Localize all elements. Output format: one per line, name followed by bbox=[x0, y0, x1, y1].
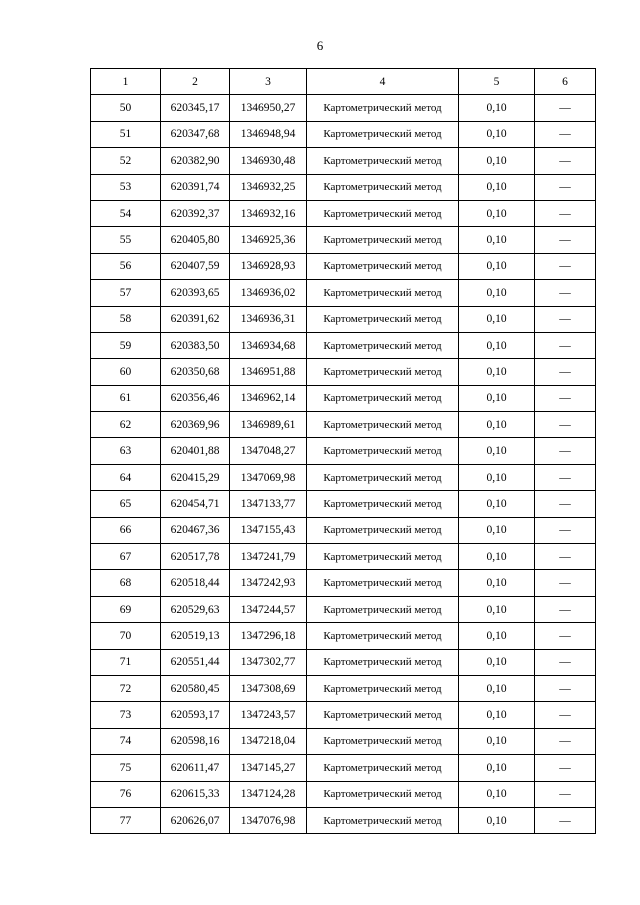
header-cell-1: 1 bbox=[91, 69, 161, 95]
method-cell: Картометрический метод bbox=[307, 623, 459, 649]
method-cell: Картометрический метод bbox=[307, 332, 459, 358]
header-cell-5: 5 bbox=[459, 69, 535, 95]
point-number-cell: 66 bbox=[91, 517, 161, 543]
method-cell: Картометрический метод bbox=[307, 464, 459, 490]
point-number-cell: 59 bbox=[91, 332, 161, 358]
table-header bbox=[91, 69, 596, 95]
point-number-cell: 72 bbox=[91, 675, 161, 701]
table-row bbox=[91, 649, 596, 675]
x-coordinate-cell: 620391,62 bbox=[161, 306, 230, 332]
x-coordinate-cell: 620598,16 bbox=[161, 728, 230, 754]
coordinates-table bbox=[90, 68, 596, 834]
x-coordinate-cell: 620345,17 bbox=[161, 95, 230, 121]
accuracy-cell: 0,10 bbox=[459, 280, 535, 306]
accuracy-cell: 0,10 bbox=[459, 702, 535, 728]
accuracy-cell: 0,10 bbox=[459, 517, 535, 543]
method-cell: Картометрический метод bbox=[307, 491, 459, 517]
table-row bbox=[91, 807, 596, 833]
y-coordinate-cell: 1347302,77 bbox=[230, 649, 307, 675]
point-number-cell: 70 bbox=[91, 623, 161, 649]
table-row bbox=[91, 491, 596, 517]
note-cell: — bbox=[535, 385, 596, 411]
method-cell: Картометрический метод bbox=[307, 121, 459, 147]
note-cell: — bbox=[535, 491, 596, 517]
x-coordinate-cell: 620519,13 bbox=[161, 623, 230, 649]
x-coordinate-cell: 620517,78 bbox=[161, 544, 230, 570]
x-coordinate-cell: 620356,46 bbox=[161, 385, 230, 411]
y-coordinate-cell: 1346925,36 bbox=[230, 227, 307, 253]
method-cell: Картометрический метод bbox=[307, 807, 459, 833]
y-coordinate-cell: 1347155,43 bbox=[230, 517, 307, 543]
x-coordinate-cell: 620391,74 bbox=[161, 174, 230, 200]
accuracy-cell: 0,10 bbox=[459, 253, 535, 279]
table-row bbox=[91, 121, 596, 147]
table-row bbox=[91, 359, 596, 385]
point-number-cell: 60 bbox=[91, 359, 161, 385]
point-number-cell: 71 bbox=[91, 649, 161, 675]
accuracy-cell: 0,10 bbox=[459, 649, 535, 675]
accuracy-cell: 0,10 bbox=[459, 385, 535, 411]
header-cell-3: 3 bbox=[230, 69, 307, 95]
header-cell-4: 4 bbox=[307, 69, 459, 95]
note-cell: — bbox=[535, 412, 596, 438]
table-row bbox=[91, 728, 596, 754]
point-number-cell: 75 bbox=[91, 755, 161, 781]
point-number-cell: 62 bbox=[91, 412, 161, 438]
note-cell: — bbox=[535, 517, 596, 543]
y-coordinate-cell: 1346936,02 bbox=[230, 280, 307, 306]
table-row bbox=[91, 253, 596, 279]
point-number-cell: 58 bbox=[91, 306, 161, 332]
method-cell: Картометрический метод bbox=[307, 675, 459, 701]
table-row bbox=[91, 675, 596, 701]
note-cell: — bbox=[535, 623, 596, 649]
y-coordinate-cell: 1346950,27 bbox=[230, 95, 307, 121]
method-cell: Картометрический метод bbox=[307, 200, 459, 226]
method-cell: Картометрический метод bbox=[307, 544, 459, 570]
method-cell: Картометрический метод bbox=[307, 570, 459, 596]
point-number-cell: 73 bbox=[91, 702, 161, 728]
note-cell: — bbox=[535, 649, 596, 675]
note-cell: — bbox=[535, 702, 596, 728]
table-row bbox=[91, 95, 596, 121]
x-coordinate-cell: 620415,29 bbox=[161, 464, 230, 490]
point-number-cell: 53 bbox=[91, 174, 161, 200]
y-coordinate-cell: 1347124,28 bbox=[230, 781, 307, 807]
method-cell: Картометрический метод bbox=[307, 148, 459, 174]
accuracy-cell: 0,10 bbox=[459, 728, 535, 754]
point-number-cell: 69 bbox=[91, 596, 161, 622]
point-number-cell: 68 bbox=[91, 570, 161, 596]
y-coordinate-cell: 1346934,68 bbox=[230, 332, 307, 358]
accuracy-cell: 0,10 bbox=[459, 464, 535, 490]
y-coordinate-cell: 1346936,31 bbox=[230, 306, 307, 332]
y-coordinate-cell: 1347308,69 bbox=[230, 675, 307, 701]
y-coordinate-cell: 1347242,93 bbox=[230, 570, 307, 596]
point-number-cell: 65 bbox=[91, 491, 161, 517]
note-cell: — bbox=[535, 675, 596, 701]
x-coordinate-cell: 620382,90 bbox=[161, 148, 230, 174]
y-coordinate-cell: 1347048,27 bbox=[230, 438, 307, 464]
note-cell: — bbox=[535, 781, 596, 807]
x-coordinate-cell: 620405,80 bbox=[161, 227, 230, 253]
note-cell: — bbox=[535, 438, 596, 464]
accuracy-cell: 0,10 bbox=[459, 570, 535, 596]
x-coordinate-cell: 620392,37 bbox=[161, 200, 230, 226]
method-cell: Картометрический метод bbox=[307, 649, 459, 675]
note-cell: — bbox=[535, 755, 596, 781]
method-cell: Картометрический метод bbox=[307, 253, 459, 279]
point-number-cell: 67 bbox=[91, 544, 161, 570]
y-coordinate-cell: 1346930,48 bbox=[230, 148, 307, 174]
table-row bbox=[91, 570, 596, 596]
table-row bbox=[91, 148, 596, 174]
table-row bbox=[91, 781, 596, 807]
y-coordinate-cell: 1347076,98 bbox=[230, 807, 307, 833]
accuracy-cell: 0,10 bbox=[459, 121, 535, 147]
table-body bbox=[91, 95, 596, 834]
accuracy-cell: 0,10 bbox=[459, 306, 535, 332]
table-row bbox=[91, 306, 596, 332]
x-coordinate-cell: 620626,07 bbox=[161, 807, 230, 833]
point-number-cell: 76 bbox=[91, 781, 161, 807]
note-cell: — bbox=[535, 728, 596, 754]
accuracy-cell: 0,10 bbox=[459, 95, 535, 121]
table-row bbox=[91, 438, 596, 464]
table-row bbox=[91, 517, 596, 543]
table-row bbox=[91, 596, 596, 622]
y-coordinate-cell: 1346951,88 bbox=[230, 359, 307, 385]
x-coordinate-cell: 620347,68 bbox=[161, 121, 230, 147]
y-coordinate-cell: 1346948,94 bbox=[230, 121, 307, 147]
table-row bbox=[91, 227, 596, 253]
x-coordinate-cell: 620350,68 bbox=[161, 359, 230, 385]
y-coordinate-cell: 1347243,57 bbox=[230, 702, 307, 728]
y-coordinate-cell: 1346932,25 bbox=[230, 174, 307, 200]
x-coordinate-cell: 620611,47 bbox=[161, 755, 230, 781]
note-cell: — bbox=[535, 306, 596, 332]
method-cell: Картометрический метод bbox=[307, 227, 459, 253]
accuracy-cell: 0,10 bbox=[459, 596, 535, 622]
note-cell: — bbox=[535, 280, 596, 306]
y-coordinate-cell: 1347296,18 bbox=[230, 623, 307, 649]
note-cell: — bbox=[535, 544, 596, 570]
method-cell: Картометрический метод bbox=[307, 755, 459, 781]
table-row bbox=[91, 332, 596, 358]
header-cell-6: 6 bbox=[535, 69, 596, 95]
accuracy-cell: 0,10 bbox=[459, 174, 535, 200]
table-row bbox=[91, 623, 596, 649]
point-number-cell: 74 bbox=[91, 728, 161, 754]
method-cell: Картометрический метод bbox=[307, 412, 459, 438]
x-coordinate-cell: 620393,65 bbox=[161, 280, 230, 306]
point-number-cell: 55 bbox=[91, 227, 161, 253]
note-cell: — bbox=[535, 95, 596, 121]
method-cell: Картометрический метод bbox=[307, 359, 459, 385]
method-cell: Картометрический метод bbox=[307, 596, 459, 622]
table-row bbox=[91, 385, 596, 411]
accuracy-cell: 0,10 bbox=[459, 148, 535, 174]
x-coordinate-cell: 620580,45 bbox=[161, 675, 230, 701]
accuracy-cell: 0,10 bbox=[459, 227, 535, 253]
x-coordinate-cell: 620383,50 bbox=[161, 332, 230, 358]
y-coordinate-cell: 1347218,04 bbox=[230, 728, 307, 754]
accuracy-cell: 0,10 bbox=[459, 412, 535, 438]
accuracy-cell: 0,10 bbox=[459, 623, 535, 649]
y-coordinate-cell: 1347241,79 bbox=[230, 544, 307, 570]
x-coordinate-cell: 620551,44 bbox=[161, 649, 230, 675]
point-number-cell: 61 bbox=[91, 385, 161, 411]
y-coordinate-cell: 1347133,77 bbox=[230, 491, 307, 517]
note-cell: — bbox=[535, 332, 596, 358]
y-coordinate-cell: 1346989,61 bbox=[230, 412, 307, 438]
method-cell: Картометрический метод bbox=[307, 702, 459, 728]
x-coordinate-cell: 620467,36 bbox=[161, 517, 230, 543]
point-number-cell: 54 bbox=[91, 200, 161, 226]
accuracy-cell: 0,10 bbox=[459, 755, 535, 781]
point-number-cell: 57 bbox=[91, 280, 161, 306]
page-number: 6 bbox=[316, 38, 324, 53]
x-coordinate-cell: 620401,88 bbox=[161, 438, 230, 464]
table-row bbox=[91, 280, 596, 306]
y-coordinate-cell: 1346932,16 bbox=[230, 200, 307, 226]
y-coordinate-cell: 1346928,93 bbox=[230, 253, 307, 279]
note-cell: — bbox=[535, 200, 596, 226]
accuracy-cell: 0,10 bbox=[459, 807, 535, 833]
method-cell: Картометрический метод bbox=[307, 728, 459, 754]
note-cell: — bbox=[535, 121, 596, 147]
method-cell: Картометрический метод bbox=[307, 280, 459, 306]
note-cell: — bbox=[535, 596, 596, 622]
accuracy-cell: 0,10 bbox=[459, 438, 535, 464]
point-number-cell: 50 bbox=[91, 95, 161, 121]
table-row bbox=[91, 174, 596, 200]
accuracy-cell: 0,10 bbox=[459, 359, 535, 385]
x-coordinate-cell: 620529,63 bbox=[161, 596, 230, 622]
accuracy-cell: 0,10 bbox=[459, 332, 535, 358]
point-number-cell: 52 bbox=[91, 148, 161, 174]
method-cell: Картометрический метод bbox=[307, 306, 459, 332]
note-cell: — bbox=[535, 359, 596, 385]
note-cell: — bbox=[535, 807, 596, 833]
note-cell: — bbox=[535, 227, 596, 253]
x-coordinate-cell: 620518,44 bbox=[161, 570, 230, 596]
note-cell: — bbox=[535, 253, 596, 279]
table-row bbox=[91, 755, 596, 781]
method-cell: Картометрический метод bbox=[307, 781, 459, 807]
method-cell: Картометрический метод bbox=[307, 174, 459, 200]
table-row bbox=[91, 702, 596, 728]
method-cell: Картометрический метод bbox=[307, 517, 459, 543]
point-number-cell: 51 bbox=[91, 121, 161, 147]
y-coordinate-cell: 1347145,27 bbox=[230, 755, 307, 781]
y-coordinate-cell: 1347069,98 bbox=[230, 464, 307, 490]
note-cell: — bbox=[535, 148, 596, 174]
point-number-cell: 77 bbox=[91, 807, 161, 833]
accuracy-cell: 0,10 bbox=[459, 675, 535, 701]
note-cell: — bbox=[535, 464, 596, 490]
table-row bbox=[91, 544, 596, 570]
table-row bbox=[91, 412, 596, 438]
header-cell-2: 2 bbox=[161, 69, 230, 95]
note-cell: — bbox=[535, 174, 596, 200]
point-number-cell: 56 bbox=[91, 253, 161, 279]
point-number-cell: 64 bbox=[91, 464, 161, 490]
accuracy-cell: 0,10 bbox=[459, 491, 535, 517]
method-cell: Картометрический метод bbox=[307, 438, 459, 464]
y-coordinate-cell: 1346962,14 bbox=[230, 385, 307, 411]
table-row bbox=[91, 464, 596, 490]
x-coordinate-cell: 620454,71 bbox=[161, 491, 230, 517]
accuracy-cell: 0,10 bbox=[459, 544, 535, 570]
accuracy-cell: 0,10 bbox=[459, 781, 535, 807]
x-coordinate-cell: 620593,17 bbox=[161, 702, 230, 728]
accuracy-cell: 0,10 bbox=[459, 200, 535, 226]
x-coordinate-cell: 620369,96 bbox=[161, 412, 230, 438]
y-coordinate-cell: 1347244,57 bbox=[230, 596, 307, 622]
note-cell: — bbox=[535, 570, 596, 596]
method-cell: Картометрический метод bbox=[307, 95, 459, 121]
header-row bbox=[91, 69, 596, 95]
method-cell: Картометрический метод bbox=[307, 385, 459, 411]
point-number-cell: 63 bbox=[91, 438, 161, 464]
x-coordinate-cell: 620407,59 bbox=[161, 253, 230, 279]
table-row bbox=[91, 200, 596, 226]
x-coordinate-cell: 620615,33 bbox=[161, 781, 230, 807]
